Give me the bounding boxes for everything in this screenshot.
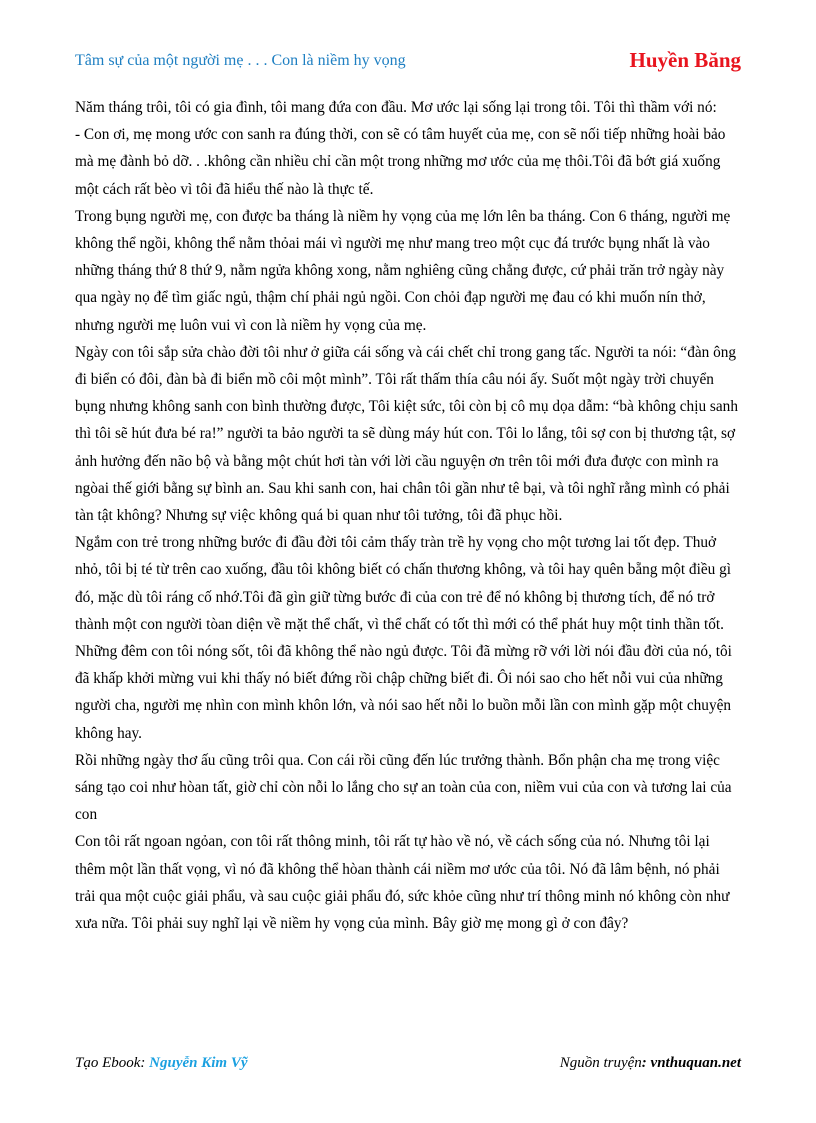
paragraph-text: Rồi những ngày thơ ấu cũng trôi qua. Con cái rồi cũng đến lúc trưởng thành. Bổn phận cha mẹ trong việc sáng tạo coi như hòan tất, giờ chỉ còn nỗi lo lắng cho sự an toàn của con, niềm vui của con và tương lai của con xyxy=(75,751,732,824)
paragraph-text: Ngắm con trẻ trong những bước đi đầu đời tôi cảm thấy tràn trề hy vọng cho một tương lai tốt đẹp. Thuở nhỏ, tôi bị té từ trên cao xuống, đầu tôi không biết có chấn thương không, và tôi hay quên bẵng một điều gì đó, mặc dù tôi ráng cố nhớ.Tôi đã gìn giữ từng bước đi của con trẻ để nó không bị thương tích, để nó trở thành một con người tòan diện về mặt thể chất, vì thể chất có tốt thì mới có thể phát huy một tinh thần tốt. Những đêm con tôi nóng sốt, tôi đã không thể nào ngủ được. Tôi đã mừng rỡ với lời nói đầu đời của nó, tôi đã khấp khởi mừng vui khi thấy nó biết đứng rồi chập chững biết đi. Ôi nói sao cho hết nỗi vui của những người cha, người mẹ nhìn con mình khôn lớn, và nói sao hết nỗi lo buồn mỗi lần con mình gặp một chuyện không hay. xyxy=(75,534,732,742)
paragraph xyxy=(75,121,743,203)
ebook-separator: : xyxy=(140,1055,150,1071)
paragraph xyxy=(75,529,743,747)
paragraph xyxy=(75,94,743,121)
document-body xyxy=(75,94,743,937)
paragraph-text: Năm tháng trôi, tôi có gia đình, tôi mang đứa con đầu. Mơ ước lại sống lại trong tôi. Tôi thì thầm với nó: xyxy=(75,99,717,116)
paragraph xyxy=(75,828,743,937)
ebook-creator-name: Nguyễn Kim Vỹ xyxy=(149,1055,248,1071)
source-label: Nguồn truyện xyxy=(559,1055,642,1071)
footer-ebook-credit xyxy=(75,1055,248,1072)
paragraph-text: - Con ơi, mẹ mong ước con sanh ra đúng thời, con sẽ có tâm huyết của mẹ, con sẽ nối tiếp những hoài bảo mà mẹ đành bỏ dỡ. . .không cần nhiều chỉ cần một trong những mơ ước của mẹ thôi.Tôi đã bớt giá xuống một cách rất bèo vì tôi đã hiểu thế nào là thực tế. xyxy=(75,126,726,198)
source-separator: : xyxy=(641,1055,651,1071)
paragraph-text: Ngày con tôi sắp sửa chào đời tôi như ở giữa cái sống và cái chết chỉ trong gang tấc. Người ta nói: “đàn ông đi biển có đôi, đàn bà đi biển mồ côi một mình”. Tôi rất thấm thía câu nói ấy. Suốt một ngày trời chuyển bụng nhưng không sanh con bình thường được, Tôi kiệt sức, tôi còn bị cô mụ dọa dẫm: “bà không chịu sanh thì tôi sẽ hút đưa bé ra!” người ta bảo người ta sẽ dùng máy hút con. Tôi lo lắng, tôi sợ con bị thương tật, sợ ảnh hưởng đến não bộ và bằng một chút hơi tàn với lời cầu nguyện ơn trên tôi mới đưa được con mình ra ngòai thế giới bằng sự bình an. Sau khi sanh con, hai chân tôi gần như tê bại, và tôi nghĩ rằng mình có phải tàn tật không? Nhưng sự việc không quá bi quan như tôi tưởng, tôi đã phục hồi. xyxy=(75,343,738,525)
paragraph-text: Con tôi rất ngoan ngỏan, con tôi rất thông minh, tôi rất tự hào về nó, về cách sống của nó. Nhưng tôi lại thêm một lần thất vọng, vì nó đã không thể hòan thành cái niềm mơ ước của tôi. Nó đã lâm bệnh, nó phải trải qua một cuộc giải phẩu, và sau cuộc giải phẩu đó, sức khỏe cũng như trí thông minh nó không còn như xưa nữa. Tôi phải suy nghĩ lại về niềm hy vọng của mình. Bây giờ mẹ mong gì ở con đây? xyxy=(75,833,730,933)
paragraph-text: Trong bụng người mẹ, con được ba tháng là niềm hy vọng của mẹ lớn lên ba tháng. Con 6 tháng, người mẹ không thể ngồi, không thể nằm thỏai mái vì người mẹ như mang treo một cục đá trước bụng nhất là vào những tháng thứ 8 thứ 9, nằm ngửa không xong, nằm nghiêng cũng chẳng được, cứ phải trăn trở ngày này qua ngày nọ để tìm giấc ngủ, thậm chí phải ngủ ngồi. Con chỏi đạp người mẹ đau có khi muốn nín thở, nhưng người mẹ luôn vui vì con là niềm hy vọng của mẹ. xyxy=(75,207,731,334)
document-header-title: Tâm sự của một người mẹ . . . Con là niềm hy vọng xyxy=(75,52,406,69)
document-header-author: Huyền Băng xyxy=(629,48,741,72)
footer-source-credit xyxy=(560,1055,741,1072)
source-site: vnthuquan.net xyxy=(650,1055,741,1071)
paragraph xyxy=(75,203,743,339)
paragraph xyxy=(75,747,743,829)
paragraph xyxy=(75,339,743,529)
ebook-label: Tạo Ebook xyxy=(75,1055,141,1071)
